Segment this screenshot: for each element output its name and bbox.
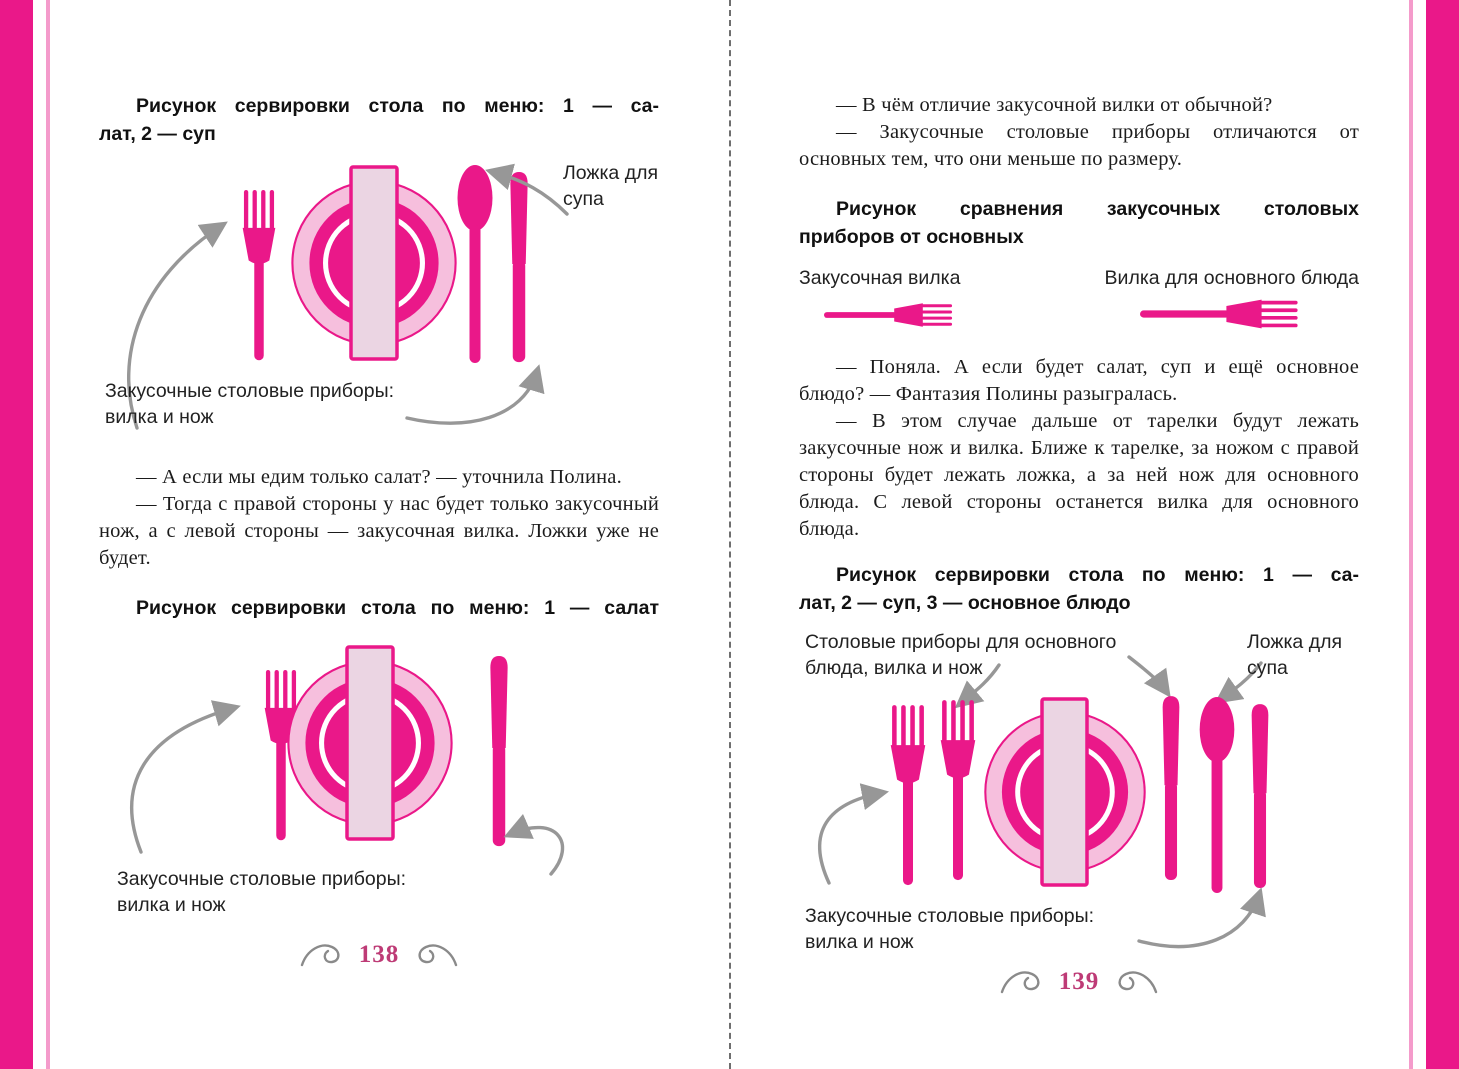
main-fork-icon [891,705,926,885]
left-edge-bar [0,0,33,1069]
left-edge-line [46,0,50,1069]
heading-setting-full-menu [799,561,1359,617]
figure-setting-salad-soup [99,160,659,450]
paragraph: — А если мы едим только салат? — уточнила Полина. [136,466,622,488]
heading-line: Рисунок сервировки стола по меню: 1 — са- [836,564,1359,586]
arrow-to-knife [407,372,537,423]
figure-setting-salad [99,638,659,930]
arrow-to-fork [132,708,233,852]
page-divider [729,0,731,1069]
right-edge-bar [1426,0,1459,1069]
arrow-to-last-knife [1139,895,1259,946]
main-fork-icon [1121,298,1319,330]
heading-line: лат, 2 — суп, 3 — основное блюдо [799,592,1131,614]
heading-fork-comparison [799,195,1359,251]
heading-line: Рисунок сервировки стола по меню: 1 — салат [136,597,659,619]
cutlery-label: Закусочные столовые приборы: вилка и нож [805,905,1095,953]
knife-icon [510,172,527,362]
heading-line: лат, 2 — суп [99,123,216,145]
main-fork-label: Вилка для основного блюда [1104,267,1359,289]
page-footer [99,938,659,972]
soup-spoon-label: Ложка для супа [1247,631,1343,679]
cutlery-label: Закусочные столовые приборы: вилка и нож [105,380,395,428]
soup-spoon-icon [1200,697,1235,893]
paragraph: — Закусочные столовые приборы отличаются от основных тем, что они меньше по размеру. [799,121,1359,170]
napkin [351,167,397,359]
fork-icon [243,190,276,360]
paragraph: — В чём отличие закусочной вилки от обычной? [836,94,1273,116]
arrow-curl-to-knife [511,828,563,874]
appetizer-fork-label: Закусочная вилка [799,267,961,289]
paragraph: — Поняла. А если будет салат, суп и ещё основное блюдо? — Фантазия Полины разыгралась. [799,356,1359,405]
arrow-to-first-fork [820,793,881,883]
heading-setting-salad [99,594,659,622]
paragraph: — Тогда с правой стороны у нас будет только закусочный нож, а с левой стороны — закусочная вилка. Ложки уже не будет. [99,493,659,569]
page-138 [99,92,659,972]
main-cutlery-label: Столовые приборы для основного блюда, вилка и нож [805,631,1117,679]
page-footer [799,965,1359,999]
cutlery-label: Закусочные столовые приборы: вилка и нож [117,868,407,916]
heading-line: приборов от основных [799,226,1024,248]
main-knife-icon [1252,704,1269,888]
right-edge-line [1409,0,1413,1069]
figure-fork-comparison [799,265,1359,338]
soup-spoon-label: Ложка для супа [563,162,659,210]
napkin [347,647,393,839]
heading-line: Рисунок сервировки стола по меню: 1 — са- [136,95,659,117]
heading-line: Рисунок сравнения закусочных столовых [836,198,1359,220]
flourish-icon [1113,967,1159,997]
heading-setting-salad-soup [99,92,659,148]
appetizer-fork-icon [941,700,976,880]
napkin [1042,699,1087,885]
soup-spoon-icon [458,165,493,363]
flourish-icon [999,967,1045,997]
page-number: 139 [1058,968,1100,995]
appetizer-knife-icon [1163,696,1180,880]
page-139 [799,92,1359,999]
appetizer-fork-icon [813,302,965,328]
flourish-icon [413,940,459,970]
page-number: 138 [358,941,400,968]
arrow-to-spoon [493,172,567,214]
figure-setting-full-menu [799,627,1359,965]
flourish-icon [299,940,345,970]
paragraph: — В этом случае дальше от тарелки будут лежать закусочные нож и вилка. Ближе к тарелке, за ножом с правой стороны будет лежать ложка, а за ней нож для основного блюда. С левой стороны останется вилка для основного блюда. [799,410,1359,540]
knife-icon [490,656,507,846]
